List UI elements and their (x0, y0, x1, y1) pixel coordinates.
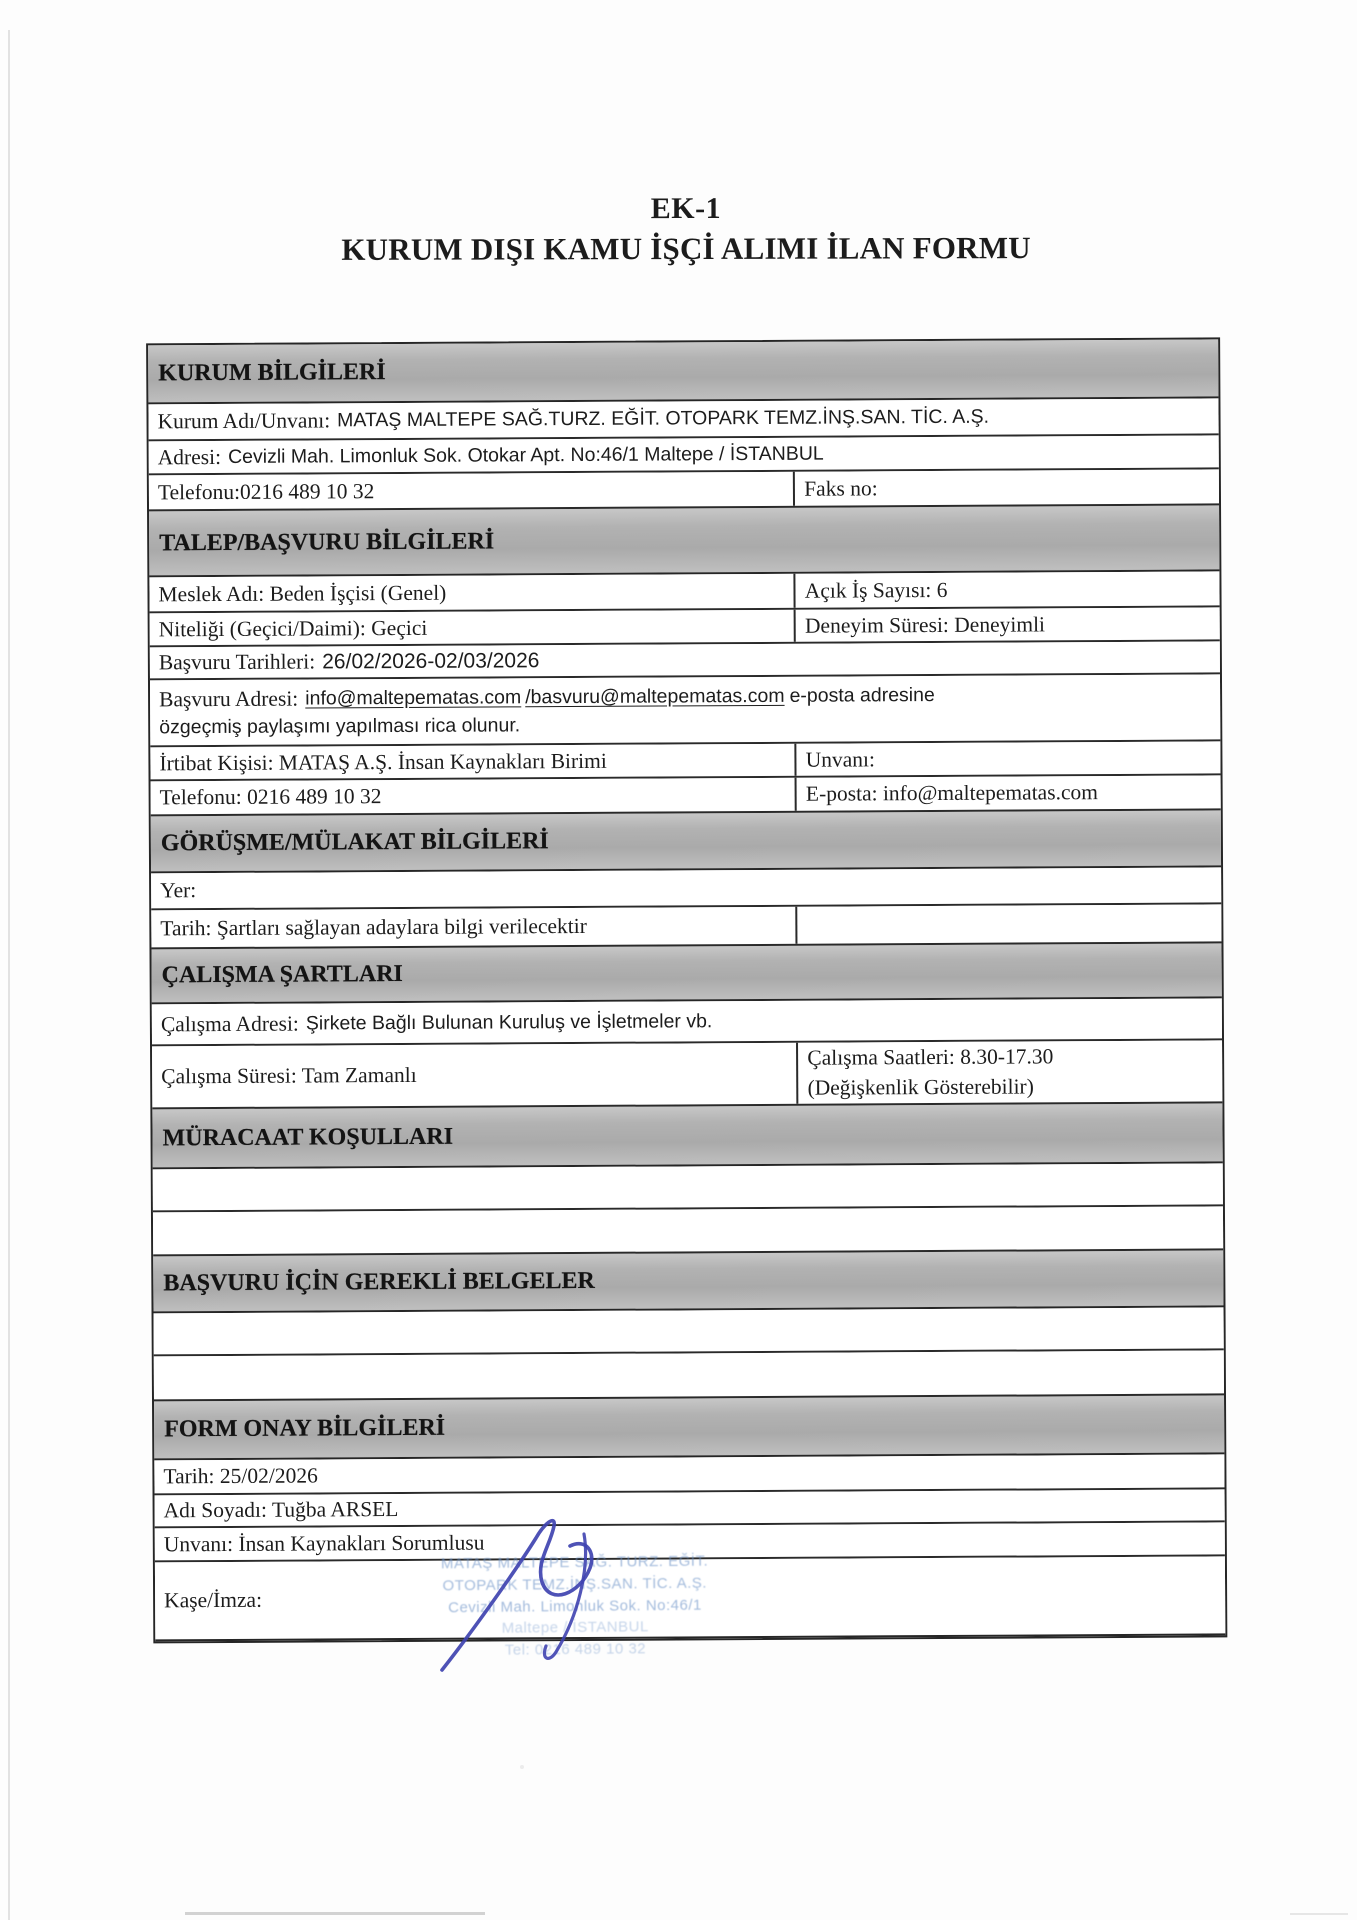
field-calisma-saatleri-2: (Değişkenlik Gösterebilir) (807, 1073, 1034, 1100)
row-kase-imza (155, 1556, 1225, 1641)
section-header-kurum-bilgileri: KURUM BİLGİLERİ (148, 339, 1218, 404)
form-table (146, 337, 1227, 1643)
row-meslek (149, 571, 1219, 613)
row-onay-tarih (154, 1454, 1224, 1495)
field-eposta: E-posta: info@maltepematas.com (805, 780, 1099, 806)
field-label-adresi: Adresi: (157, 444, 222, 469)
field-tarih-mulakat: Tarih: Şartları sağlayan adaylara bilgi verilecektir (160, 913, 587, 941)
row-muracaat-empty-2 (153, 1206, 1223, 1256)
field-unvan: Unvanı: (805, 746, 876, 772)
row-belgeler-empty-1 (154, 1307, 1224, 1356)
field-faks: Faks no: (804, 475, 878, 501)
email-basvuru: /basvuru@maltepematas.com (525, 685, 785, 709)
row-telefon-faks (149, 469, 1219, 511)
row-tarih-mulakat (151, 904, 1221, 949)
scan-edge-left (8, 30, 10, 1920)
stamp-line: OTOPARK TEMZ.İNŞ.SAN. TİC. A.Ş. (442, 1574, 708, 1595)
section-header-talep-basvuru: TALEP/BAŞVURU BİLGİLERİ (149, 505, 1219, 577)
stamp-line: Cevizli Mah. Limonluk Sok. No:46/1 (448, 1596, 702, 1616)
stamp-line: MATAŞ MALTEPE SAĞ. TURZ. EĞİT. (440, 1552, 709, 1573)
field-label-basvuru-tarihleri: Başvuru Tarihleri: (158, 649, 316, 675)
field-value-adresi: Cevizli Mah. Limonluk Sok. Otokar Apt. No:46/1 Maltepe / İSTANBUL (227, 442, 824, 468)
field-irtibat: İrtibat Kişisi: MATAŞ A.Ş. İnsan Kaynakları Birimi (159, 748, 607, 775)
field-onay-tarih: Tarih: 25/02/2026 (163, 1463, 318, 1489)
field-value-calisma-adresi: Şirkete Bağlı Bulunan Kuruluş ve İşletmeler vb. (305, 1009, 713, 1035)
section-header-gorusme-mulakat: GÖRÜŞME/MÜLAKAT BİLGİLERİ (151, 810, 1221, 873)
row-telefon2-eposta (151, 775, 1221, 816)
field-telefonu: Telefonu:0216 489 10 32 (157, 478, 375, 504)
empty-cell (798, 904, 1222, 943)
scan-speck (520, 1765, 524, 1769)
row-calisma-adresi (152, 998, 1222, 1046)
section-header-calisma-sartlari: ÇALIŞMA ŞARTLARI (151, 943, 1221, 1004)
document-title (150, 191, 1222, 268)
field-value-basvuru-tarihleri: 26/02/2026-02/03/2026 (322, 648, 540, 673)
field-deneyim: Deneyim Süresi: Deneyimli (804, 611, 1046, 638)
row-basvuru-adresi (150, 674, 1220, 747)
row-yer (151, 867, 1221, 910)
field-niteligi: Niteliği (Geçici/Daimi): Geçici (158, 615, 428, 641)
field-value-kurum-adi: MATAŞ MALTEPE SAĞ.TURZ. EĞİT. OTOPARK TEMZ.İNŞ.SAN. TİC. A.Ş. (337, 405, 990, 432)
field-acik-is: Açık İş Sayısı: 6 (804, 577, 948, 603)
field-adi-soyadi: Adı Soyadı: Tuğba ARSEL (163, 1497, 399, 1523)
form-title: KURUM DIŞI KAMU İŞÇİ ALIMI İLAN FORMU (341, 229, 1031, 267)
field-calisma-suresi: Çalışma Süresi: Tam Zamanlı (161, 1062, 417, 1089)
scan-edge-bottom-right (1290, 1913, 1348, 1915)
scan-edge-bottom (185, 1912, 485, 1915)
stamp-line: Maltepe / İSTANBUL (501, 1618, 649, 1638)
field-calisma-saatleri-1: Çalışma Saatleri: 8.30-17.30 (807, 1044, 1054, 1071)
section-header-muracaat-kosullari: MÜRACAAT KOŞULLARI (152, 1103, 1222, 1169)
field-meslek: Meslek Adı: Beden İşçisi (Genel) (158, 580, 447, 606)
field-yer: Yer: (160, 878, 197, 903)
row-belgeler-empty-2 (154, 1350, 1224, 1401)
field-suffix-basvuru-adresi: e-posta adresine (789, 684, 935, 707)
field-kase-imza: Kaşe/İmza: (164, 1587, 263, 1613)
field-label-kurum-adi: Kurum Adı/Unvanı: (157, 408, 331, 434)
field-label-calisma-adresi: Çalışma Adresi: (160, 1011, 299, 1036)
form-code: EK-1 (650, 191, 722, 226)
field-line2-basvuru-adresi: özgeçmiş paylaşımı yapılması rica olunur. (159, 714, 521, 739)
row-muracaat-empty-1 (153, 1163, 1223, 1212)
section-header-gerekli-belgeler: BAŞVURU İÇİN GEREKLİ BELGELER (153, 1250, 1223, 1313)
field-telefonu2: Telefonu: 0216 489 10 32 (159, 784, 382, 810)
field-label-basvuru-adresi: Başvuru Adresi: (159, 686, 299, 712)
field-onay-unvan: Unvanı: İnsan Kaynakları Sorumlusu (163, 1530, 485, 1556)
row-calisma-suresi-saatleri (152, 1040, 1222, 1109)
section-header-form-onay: FORM ONAY BİLGİLERİ (154, 1395, 1224, 1460)
email-info: info@maltepematas.com (305, 686, 522, 710)
stamp-line: Tel: 0216 489 10 32 (504, 1640, 647, 1659)
row-kurum-adi (148, 398, 1218, 441)
